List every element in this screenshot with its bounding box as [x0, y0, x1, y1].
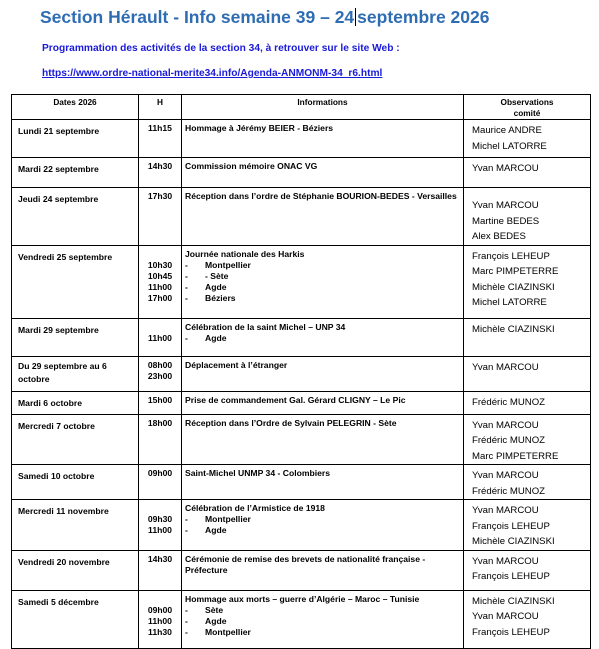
hour-value: 09h00	[147, 604, 173, 615]
title-week: Info semaine 39 – 24	[183, 7, 355, 27]
cell-hour	[139, 590, 182, 648]
cell-date: Mardi 6 octobre	[12, 391, 139, 414]
info-sub-item	[185, 627, 463, 638]
info-sub-item	[185, 514, 463, 525]
hour-value: 10h30	[147, 259, 173, 270]
hour-value: 11h00	[148, 332, 172, 343]
sub-item-label: Sète	[205, 604, 224, 615]
table-row	[12, 391, 591, 414]
committee-member: Maurice ANDRE	[472, 125, 542, 136]
committee-member: François LEHEUP	[472, 520, 550, 532]
committee-member: Martine BEDES	[472, 215, 540, 227]
table-row	[12, 550, 591, 590]
header-obs-line1: Observations	[500, 97, 554, 107]
cell-information	[182, 500, 464, 551]
cell-date: Mercredi 7 octobre	[12, 414, 139, 465]
cell-date: Du 29 septembre au 6 octobre	[12, 356, 139, 391]
header-info: Informations	[182, 95, 464, 120]
bullet-dash: -	[185, 281, 188, 292]
bullet-dash: -	[185, 270, 188, 281]
sub-item-label: Agde	[205, 615, 227, 626]
committee-member: Yvan MARCOU	[472, 505, 539, 516]
sub-item-label: Montpellier	[205, 626, 251, 637]
info-title: Célébration de l’Armistice de 1918	[185, 503, 325, 513]
committee-member: Michèle CIAZINSKI	[472, 281, 555, 293]
committee-member: Yvan MARCOU	[472, 555, 539, 567]
agenda-table	[11, 94, 591, 649]
committee-member: Yvan MARCOU	[472, 611, 539, 622]
cell-date: Mercredi 11 novembre	[12, 500, 139, 551]
bullet-dash: -	[185, 626, 188, 637]
committee-member: Michèle CIAZINSKI	[472, 323, 555, 335]
hour-value: 11h15	[148, 123, 172, 133]
sub-item-label: Agde	[205, 525, 227, 535]
committee-member: Yvan MARCOU	[472, 200, 539, 211]
info-title: Cérémonie de remise des brevets de nationalité française - Préfecture	[185, 553, 426, 575]
committee-member: Michèle CIAZINSKI	[472, 536, 555, 547]
committee-member: Yvan MARCOU	[472, 163, 539, 174]
cell-information	[182, 356, 464, 391]
cell-information	[182, 414, 464, 465]
bullet-dash: -	[185, 525, 188, 535]
committee-member: Alex BEDES	[472, 231, 526, 242]
cell-observations	[464, 414, 591, 465]
info-title: Saint-Michel UNMP 34 - Colombiers	[185, 468, 331, 478]
cell-information	[182, 391, 464, 414]
table-row	[12, 158, 591, 188]
cell-date: Jeudi 24 septembre	[12, 188, 139, 246]
table-row	[12, 590, 591, 648]
info-title: Célébration de la saint Michel – UNP 34	[185, 321, 346, 332]
header-hour: H	[139, 95, 182, 120]
cell-date: Mardi 22 septembre	[12, 158, 139, 188]
committee-member: Frédéric MUNOZ	[472, 396, 546, 408]
cell-observations	[464, 120, 591, 158]
cell-information	[182, 590, 464, 648]
info-title: Prise de commandement Gal. Gérard CLIGNY – Le Pic	[185, 394, 406, 405]
cell-information	[182, 465, 464, 500]
hour-value: 23h00	[147, 370, 173, 381]
hour-value: 17h30	[147, 191, 173, 201]
cell-hour	[139, 158, 182, 188]
info-sub-item	[185, 525, 463, 536]
cell-information	[182, 120, 464, 158]
bullet-dash: -	[185, 604, 188, 615]
table-header-row	[12, 95, 591, 120]
hour-value: 14h30	[147, 161, 173, 171]
cell-observations	[464, 188, 591, 246]
hour-value: 15h00	[147, 394, 173, 405]
table-row	[12, 356, 591, 391]
title-section: Section Hérault	[40, 7, 169, 27]
cell-information	[182, 318, 464, 356]
cell-hour	[139, 245, 182, 318]
cell-hour	[139, 120, 182, 158]
hour-value: 08h00	[147, 359, 173, 370]
cell-date: Vendredi 20 novembre	[12, 550, 139, 590]
cell-observations	[464, 590, 591, 648]
cell-date: Samedi 5 décembre	[12, 590, 139, 648]
committee-member: Yvan MARCOU	[472, 419, 539, 431]
committee-member: Marc PIMPETERRE	[472, 266, 559, 277]
committee-member: François LEHEUP	[472, 250, 550, 262]
sub-item-label: Agde	[205, 281, 227, 292]
info-title: Réception dans l’Ordre de Sylvain PELEGRIN - Sète	[185, 417, 397, 428]
committee-member: Marc PIMPETERRE	[472, 450, 559, 462]
committee-member: Michel LATORRE	[472, 140, 547, 152]
sub-item-label: Montpellier	[205, 514, 251, 524]
committee-member: Yvan MARCOU	[472, 470, 539, 481]
hour-value: 11h00	[148, 615, 172, 626]
info-title: Réception dans l’ordre de Stéphanie BOURION-BEDES - Versailles	[185, 191, 457, 201]
sub-item-label: Montpellier	[205, 259, 251, 270]
agenda-link[interactable]: https://www.ordre-national-merite34.info/Agenda-ANMONM-34_r6.html	[42, 68, 383, 79]
cell-hour	[139, 414, 182, 465]
cell-information	[182, 550, 464, 590]
bullet-dash: -	[185, 514, 188, 524]
sub-item-label: Agde	[205, 332, 227, 343]
info-title: Journée nationale des Harkis	[185, 248, 305, 259]
hour-value: 09h30	[147, 514, 173, 524]
subtitle: Programmation des activités de la section 34, à retrouver sur le site Web :	[42, 43, 400, 54]
committee-member: François LEHEUP	[472, 571, 550, 582]
info-sub-item	[185, 293, 463, 304]
cell-hour	[139, 188, 182, 246]
cell-information	[182, 188, 464, 246]
table-row	[12, 318, 591, 356]
cell-information	[182, 158, 464, 188]
table-row	[12, 188, 591, 246]
committee-member: Michèle CIAZINSKI	[472, 595, 555, 607]
table-row	[12, 245, 591, 318]
cell-date: Mardi 29 septembre	[12, 318, 139, 356]
cell-hour	[139, 391, 182, 414]
info-sub-item	[185, 271, 463, 282]
info-title: Déplacement à l’étranger	[185, 359, 288, 370]
cell-hour	[139, 500, 182, 551]
info-title: Hommage aux morts – guerre d’Algérie – Maroc – Tunisie	[185, 593, 420, 604]
table-row	[12, 414, 591, 465]
table-row	[12, 465, 591, 500]
hour-value: 11h00	[148, 525, 172, 535]
bullet-dash: -	[185, 332, 188, 343]
info-sub-item	[185, 616, 463, 627]
hour-value: 18h00	[147, 417, 173, 428]
cell-information	[182, 245, 464, 318]
cell-date: Samedi 10 octobre	[12, 465, 139, 500]
cell-observations	[464, 465, 591, 500]
bullet-dash: -	[185, 259, 188, 270]
sub-item-label: Béziers	[205, 292, 236, 303]
info-sub-item	[185, 605, 463, 616]
sub-item-label: - Sète	[205, 270, 229, 281]
cell-observations	[464, 391, 591, 414]
committee-member: Frédéric MUNOZ	[472, 485, 546, 497]
cell-observations	[464, 245, 591, 318]
cell-date: Vendredi 25 septembre	[12, 245, 139, 318]
cell-observations	[464, 550, 591, 590]
bullet-dash: -	[185, 292, 188, 303]
info-title: Hommage à Jérémy BEIER - Béziers	[185, 123, 334, 133]
info-sub-item	[185, 333, 463, 344]
page-title	[40, 7, 489, 28]
cell-hour	[139, 465, 182, 500]
hour-value: 14h30	[147, 553, 173, 564]
hour-value: 10h45	[147, 270, 173, 281]
table-row	[12, 500, 591, 551]
bullet-dash: -	[185, 615, 188, 626]
cell-observations	[464, 356, 591, 391]
committee-member: Michel LATORRE	[472, 297, 547, 308]
hour-value: 09h00	[147, 468, 173, 478]
header-dates: Dates 2026	[12, 95, 139, 120]
cell-observations	[464, 500, 591, 551]
header-obs-line2: comité	[513, 108, 541, 118]
cell-observations	[464, 158, 591, 188]
info-title: Commission mémoire ONAC VG	[185, 161, 318, 171]
hour-value: 17h00	[147, 292, 173, 303]
hour-value: 11h30	[148, 626, 172, 637]
committee-member: Frédéric MUNOZ	[472, 435, 546, 446]
info-sub-item	[185, 260, 463, 271]
title-separator: -	[168, 7, 184, 27]
info-sub-item	[185, 282, 463, 293]
cell-hour	[139, 356, 182, 391]
table-row	[12, 120, 591, 158]
cell-date: Lundi 21 septembre	[12, 120, 139, 158]
committee-member: François LEHEUP	[472, 626, 550, 638]
hour-value: 11h00	[148, 281, 172, 292]
committee-member: Yvan MARCOU	[472, 361, 539, 373]
title-date: septembre 2026	[357, 7, 490, 27]
cell-hour	[139, 318, 182, 356]
cell-observations	[464, 318, 591, 356]
header-observations	[464, 95, 591, 120]
cell-hour	[139, 550, 182, 590]
